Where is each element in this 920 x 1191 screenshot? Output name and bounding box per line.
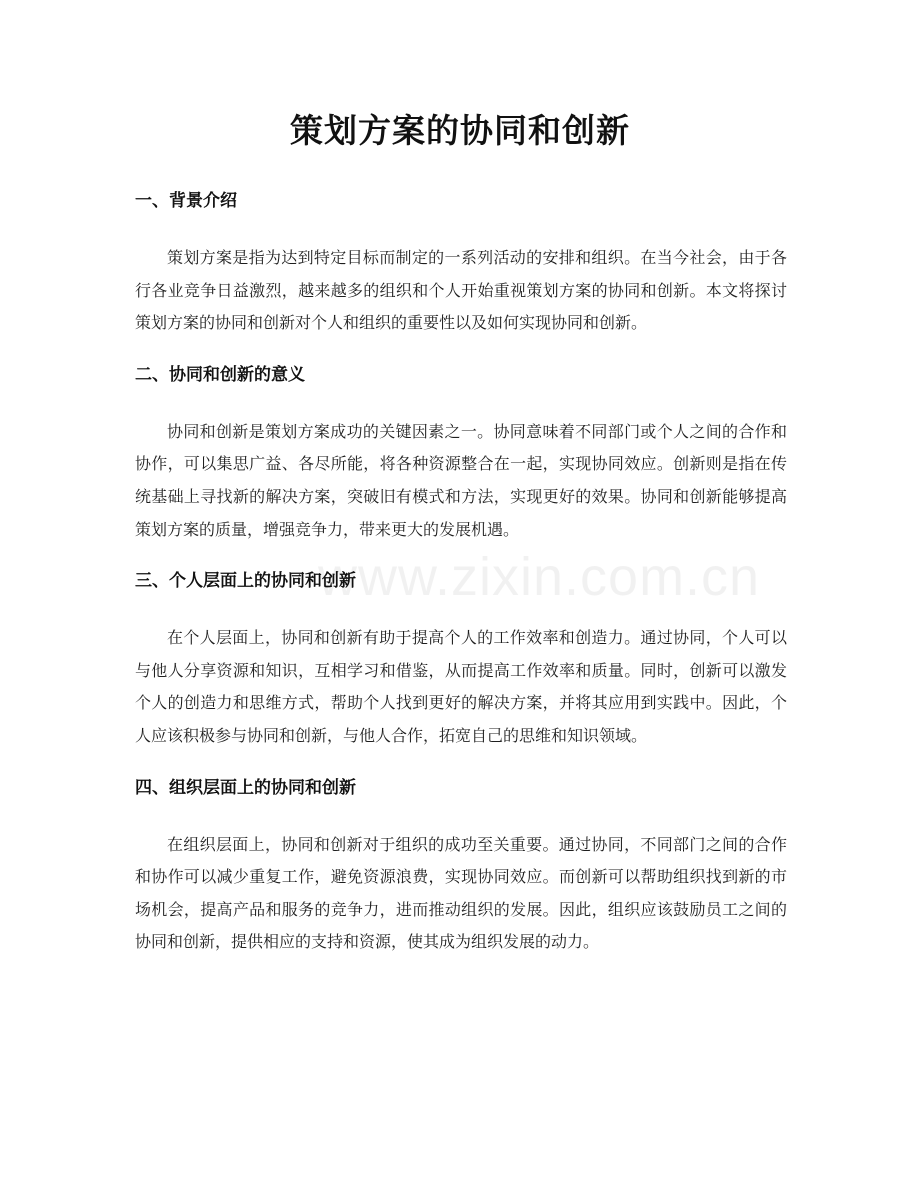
section-heading-background: 一、背景介绍 [135, 191, 237, 211]
section-paragraph-individual: 在个人层面上，协同和创新有助于提高个人的工作效率和创造力。通过协同，个人可以与他人分享资源和知识，互相学习和借鉴，从而提高工作效率和质量。同时，创新可以激发个人的创造力和思维方式，帮助个人找到更好的解决方案，并将其应用到实践中。因此，个人应该积极参与协同和创新，与他人合作，拓宽自己的思维和知识领域。 [135, 628, 787, 745]
section-paragraph-significance: 协同和创新是策划方案成功的关键因素之一。协同意味着不同部门或个人之间的合作和协作，可以集思广益、各尽所能，将各种资源整合在一起，实现协同效应。创新则是指在传统基础上寻找新的解决方案，突破旧有模式和方法，实现更好的效果。协同和创新能够提高策划方案的质量，增强竞争力，带来更大的发展机遇。 [135, 421, 787, 539]
document-body [135, 184, 787, 959]
section-paragraph-background: 策划方案是指为达到特定目标而制定的一系列活动的安排和组织。在当今社会，由于各行各业竞争日益激烈，越来越多的组织和个人开始重视策划方案的协同和创新。本文将探讨策划方案的协同和创新对个人和组织的重要性以及如何实现协同和创新。 [135, 248, 787, 333]
section-heading-significance: 二、协同和创新的意义 [135, 364, 305, 385]
section-paragraph-organization: 在组织层面上，协同和创新对于组织的成功至关重要。通过协同，不同部门之间的合作和协作可以减少重复工作，避免资源浪费，实现协同效应。而创新可以帮助组织找到新的市场机会，提高产品和服务的竞争力，进而推动组织的发展。因此，组织应该鼓励员工之间的协同和创新，提供相应的支持和资源，使其成为组织发展的动力。 [135, 834, 787, 952]
section-heading-individual: 三、个人层面上的协同和创新 [135, 571, 356, 592]
section-heading-organization: 四、组织层面上的协同和创新 [135, 777, 356, 798]
watermark-text: www.zixin.com.cn [318, 547, 761, 607]
document-title: 策划方案的协同和创新 [290, 111, 630, 150]
